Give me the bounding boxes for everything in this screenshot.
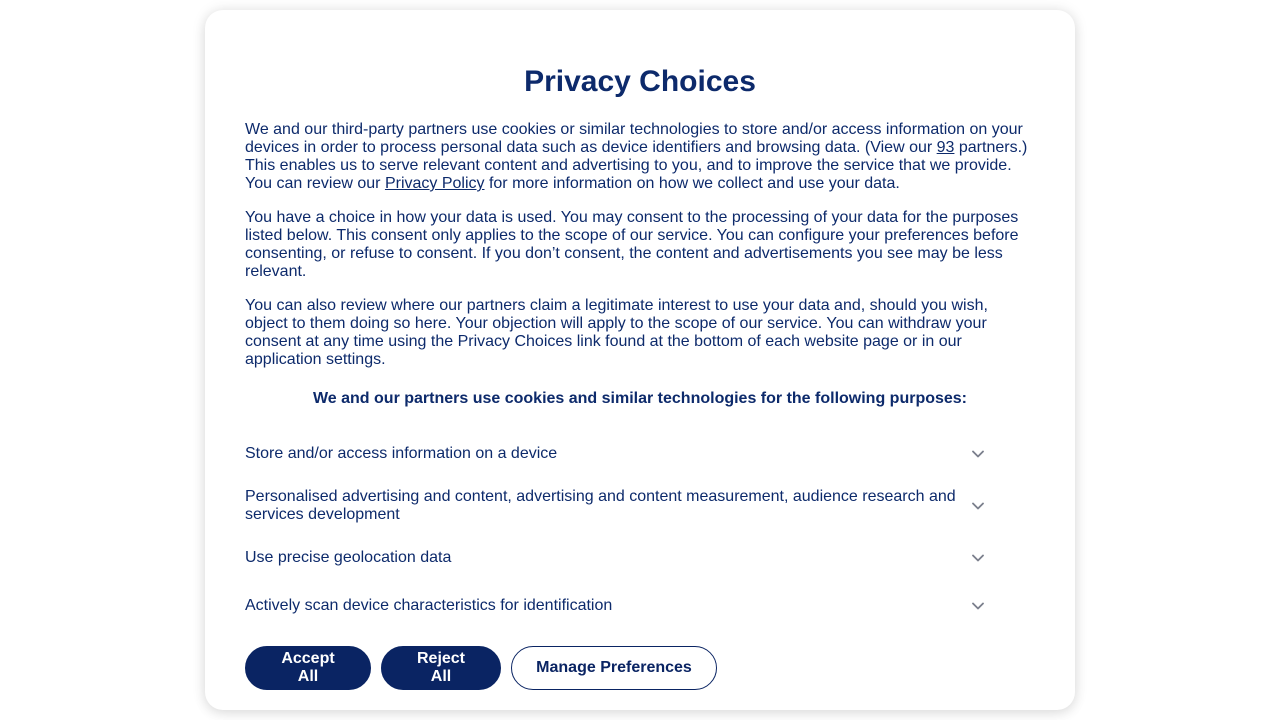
action-buttons	[245, 646, 717, 690]
accept-all-button[interactable]: Accept All	[245, 646, 371, 690]
manage-preferences-button[interactable]: Manage Preferences	[511, 646, 717, 690]
purpose-item-device-scan[interactable]	[245, 596, 985, 616]
intro-text-part2: partners.) This enables us to serve relevant content and advertising to you, and to improve the service that we provide. You can review our	[245, 139, 1028, 192]
chevron-down-icon[interactable]	[971, 447, 985, 461]
privacy-policy-link[interactable]: Privacy Policy	[384, 175, 485, 192]
partners-count-link[interactable]: 93	[936, 139, 955, 156]
purpose-label: Actively scan device characteristics for identification	[245, 597, 613, 614]
purpose-label: Personalised advertising and content, advertising and content measurement, audience research and services development	[245, 488, 956, 523]
chevron-down-icon[interactable]	[971, 551, 985, 565]
chevron-down-icon[interactable]	[971, 499, 985, 513]
legitimate-interest-paragraph: You can also review where our partners claim a legitimate interest to use your data and, should you wish, object to them doing so here. Your objection will apply to the scope of our service. You can withdraw your consent at any time using the Privacy Choices link found at the bottom of each website page or in our application settings.	[245, 297, 988, 368]
purposes-heading: We and our partners use cookies and similar technologies for the following purposes:	[312, 390, 968, 407]
intro-text-part1: We and our third-party partners use cookies or similar technologies to store and/or access information on your devices in order to process personal data such as device identifiers and browsing data. (View our	[245, 121, 1023, 156]
choice-paragraph: You have a choice in how your data is used. You may consent to the processing of your data for the purposes listed below. This consent only applies to the scope of our service. You can configure your preferences before consenting, or refuse to consent. If you don’t consent, the content and advertisements you see may be less relevant.	[245, 209, 1019, 280]
intro-text-part3: for more information on how we collect and use your data.	[484, 175, 900, 192]
purpose-label: Store and/or access information on a device	[245, 445, 558, 462]
dialog-title: Privacy Choices	[524, 65, 756, 98]
intro-paragraph	[245, 121, 1035, 193]
chevron-down-icon[interactable]	[971, 599, 985, 613]
privacy-choices-dialog	[205, 10, 1075, 710]
purpose-item-store-access[interactable]	[245, 444, 985, 464]
purpose-item-geolocation[interactable]	[245, 548, 985, 568]
purpose-item-personalised-advertising[interactable]	[245, 487, 985, 525]
purpose-label: Use precise geolocation data	[245, 549, 452, 566]
reject-all-button[interactable]: Reject All	[381, 646, 501, 690]
